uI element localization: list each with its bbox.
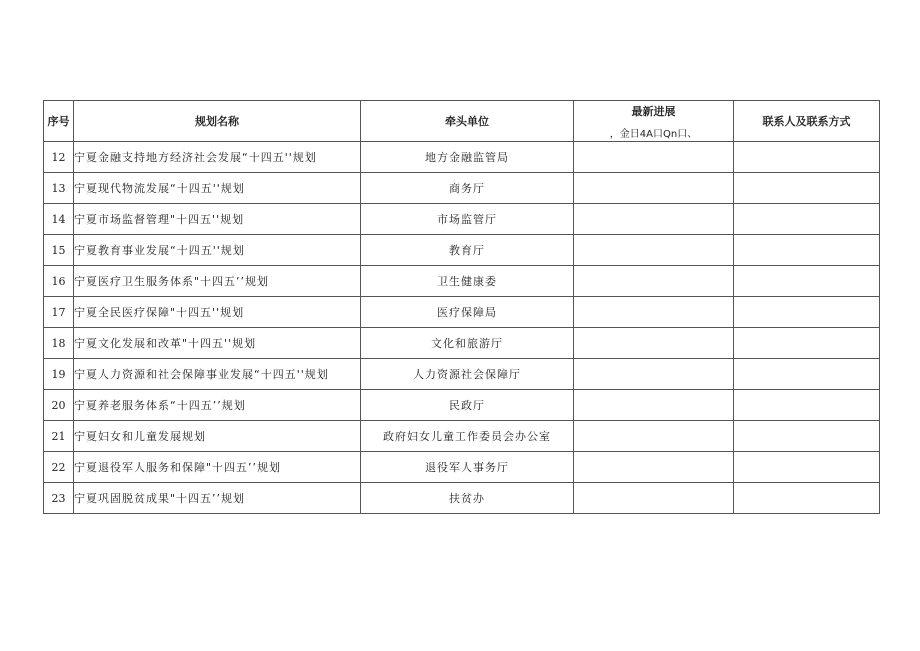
- row-unit-cell: 教育厅: [361, 235, 574, 266]
- row-progress-cell: [574, 297, 734, 328]
- row-seq-cell: 15: [44, 235, 74, 266]
- row-seq-cell: 18: [44, 328, 74, 359]
- row-seq-cell: 23: [44, 483, 74, 514]
- row-contact-cell: [734, 266, 880, 297]
- header-progress-title: 最新进展: [631, 104, 676, 118]
- row-name-cell: 宁夏退役军人服务和保障"十四五’’规划: [74, 452, 361, 483]
- planning-table: [43, 100, 880, 514]
- row-contact-cell: [734, 359, 880, 390]
- header-unit: 牵头单位: [361, 101, 574, 142]
- row-progress-cell: [574, 266, 734, 297]
- table-row: [44, 421, 880, 452]
- row-seq-cell: 20: [44, 390, 74, 421]
- row-contact-cell: [734, 483, 880, 514]
- row-unit-cell: 地方金融监管局: [361, 142, 574, 173]
- row-name-cell: 宁夏金融支持地方经济社会发展“十四五''规划: [74, 142, 361, 173]
- row-unit-cell: 人力资源社会保障厅: [361, 359, 574, 390]
- row-progress-cell: [574, 390, 734, 421]
- row-contact-cell: [734, 142, 880, 173]
- row-unit-cell: 卫生健康委: [361, 266, 574, 297]
- header-contact: 联系人及联系方式: [734, 101, 880, 142]
- row-unit-cell: 扶贫办: [361, 483, 574, 514]
- row-unit-cell: 民政厅: [361, 390, 574, 421]
- row-progress-cell: [574, 483, 734, 514]
- row-progress-cell: [574, 142, 734, 173]
- table-row: [44, 359, 880, 390]
- row-progress-cell: [574, 235, 734, 266]
- row-progress-cell: [574, 452, 734, 483]
- row-seq-cell: 21: [44, 421, 74, 452]
- row-unit-cell: 文化和旅游厅: [361, 328, 574, 359]
- row-unit-cell: 退役军人事务厅: [361, 452, 574, 483]
- row-unit-cell: 医疗保障局: [361, 297, 574, 328]
- table-row: [44, 142, 880, 173]
- header-name: 规划名称: [74, 101, 361, 142]
- row-contact-cell: [734, 390, 880, 421]
- row-seq-cell: 12: [44, 142, 74, 173]
- row-seq-cell: 19: [44, 359, 74, 390]
- row-name-cell: 宁夏全民医疗保障"十四五''规划: [74, 297, 361, 328]
- row-name-cell: 宁夏市场监督管理"十四五''规划: [74, 204, 361, 235]
- table-row: [44, 297, 880, 328]
- row-unit-cell: 市场监管厅: [361, 204, 574, 235]
- row-seq-cell: 13: [44, 173, 74, 204]
- row-name-cell: 宁夏教育事业发展“十四五''规划: [74, 235, 361, 266]
- header-row: [44, 101, 880, 142]
- table-row: [44, 235, 880, 266]
- table-row: [44, 173, 880, 204]
- row-name-cell: 宁夏妇女和儿童发展规划: [74, 421, 361, 452]
- row-progress-cell: [574, 421, 734, 452]
- table-row: [44, 204, 880, 235]
- row-name-cell: 宁夏养老服务体系“十四五’’规划: [74, 390, 361, 421]
- table-row: [44, 452, 880, 483]
- row-name-cell: 宁夏文化发展和改革"十四五''规划: [74, 328, 361, 359]
- row-progress-cell: [574, 359, 734, 390]
- row-contact-cell: [734, 173, 880, 204]
- header-progress: [574, 101, 734, 142]
- header-seq: 序号: [44, 101, 74, 142]
- row-name-cell: 宁夏人力资源和社会保障事业发展“十四五''规划: [74, 359, 361, 390]
- header-progress-subtext: ，金日4A口Qn口、: [609, 128, 698, 140]
- row-name-cell: 宁夏医疗卫生服务体系"十四五’’规划: [74, 266, 361, 297]
- row-contact-cell: [734, 204, 880, 235]
- row-unit-cell: 商务厅: [361, 173, 574, 204]
- row-seq-cell: 16: [44, 266, 74, 297]
- table-row: [44, 390, 880, 421]
- row-seq-cell: 14: [44, 204, 74, 235]
- table-row: [44, 328, 880, 359]
- row-contact-cell: [734, 297, 880, 328]
- row-progress-cell: [574, 173, 734, 204]
- row-name-cell: 宁夏巩固脱贫成果"十四五’’规划: [74, 483, 361, 514]
- row-contact-cell: [734, 452, 880, 483]
- row-progress-cell: [574, 328, 734, 359]
- table-row: [44, 266, 880, 297]
- row-seq-cell: 22: [44, 452, 74, 483]
- row-contact-cell: [734, 235, 880, 266]
- row-seq-cell: 17: [44, 297, 74, 328]
- row-contact-cell: [734, 421, 880, 452]
- row-unit-cell: 政府妇女儿童工作委员会办公室: [361, 421, 574, 452]
- table-row: [44, 483, 880, 514]
- row-name-cell: 宁夏现代物流发展“十四五''规划: [74, 173, 361, 204]
- row-contact-cell: [734, 328, 880, 359]
- row-progress-cell: [574, 204, 734, 235]
